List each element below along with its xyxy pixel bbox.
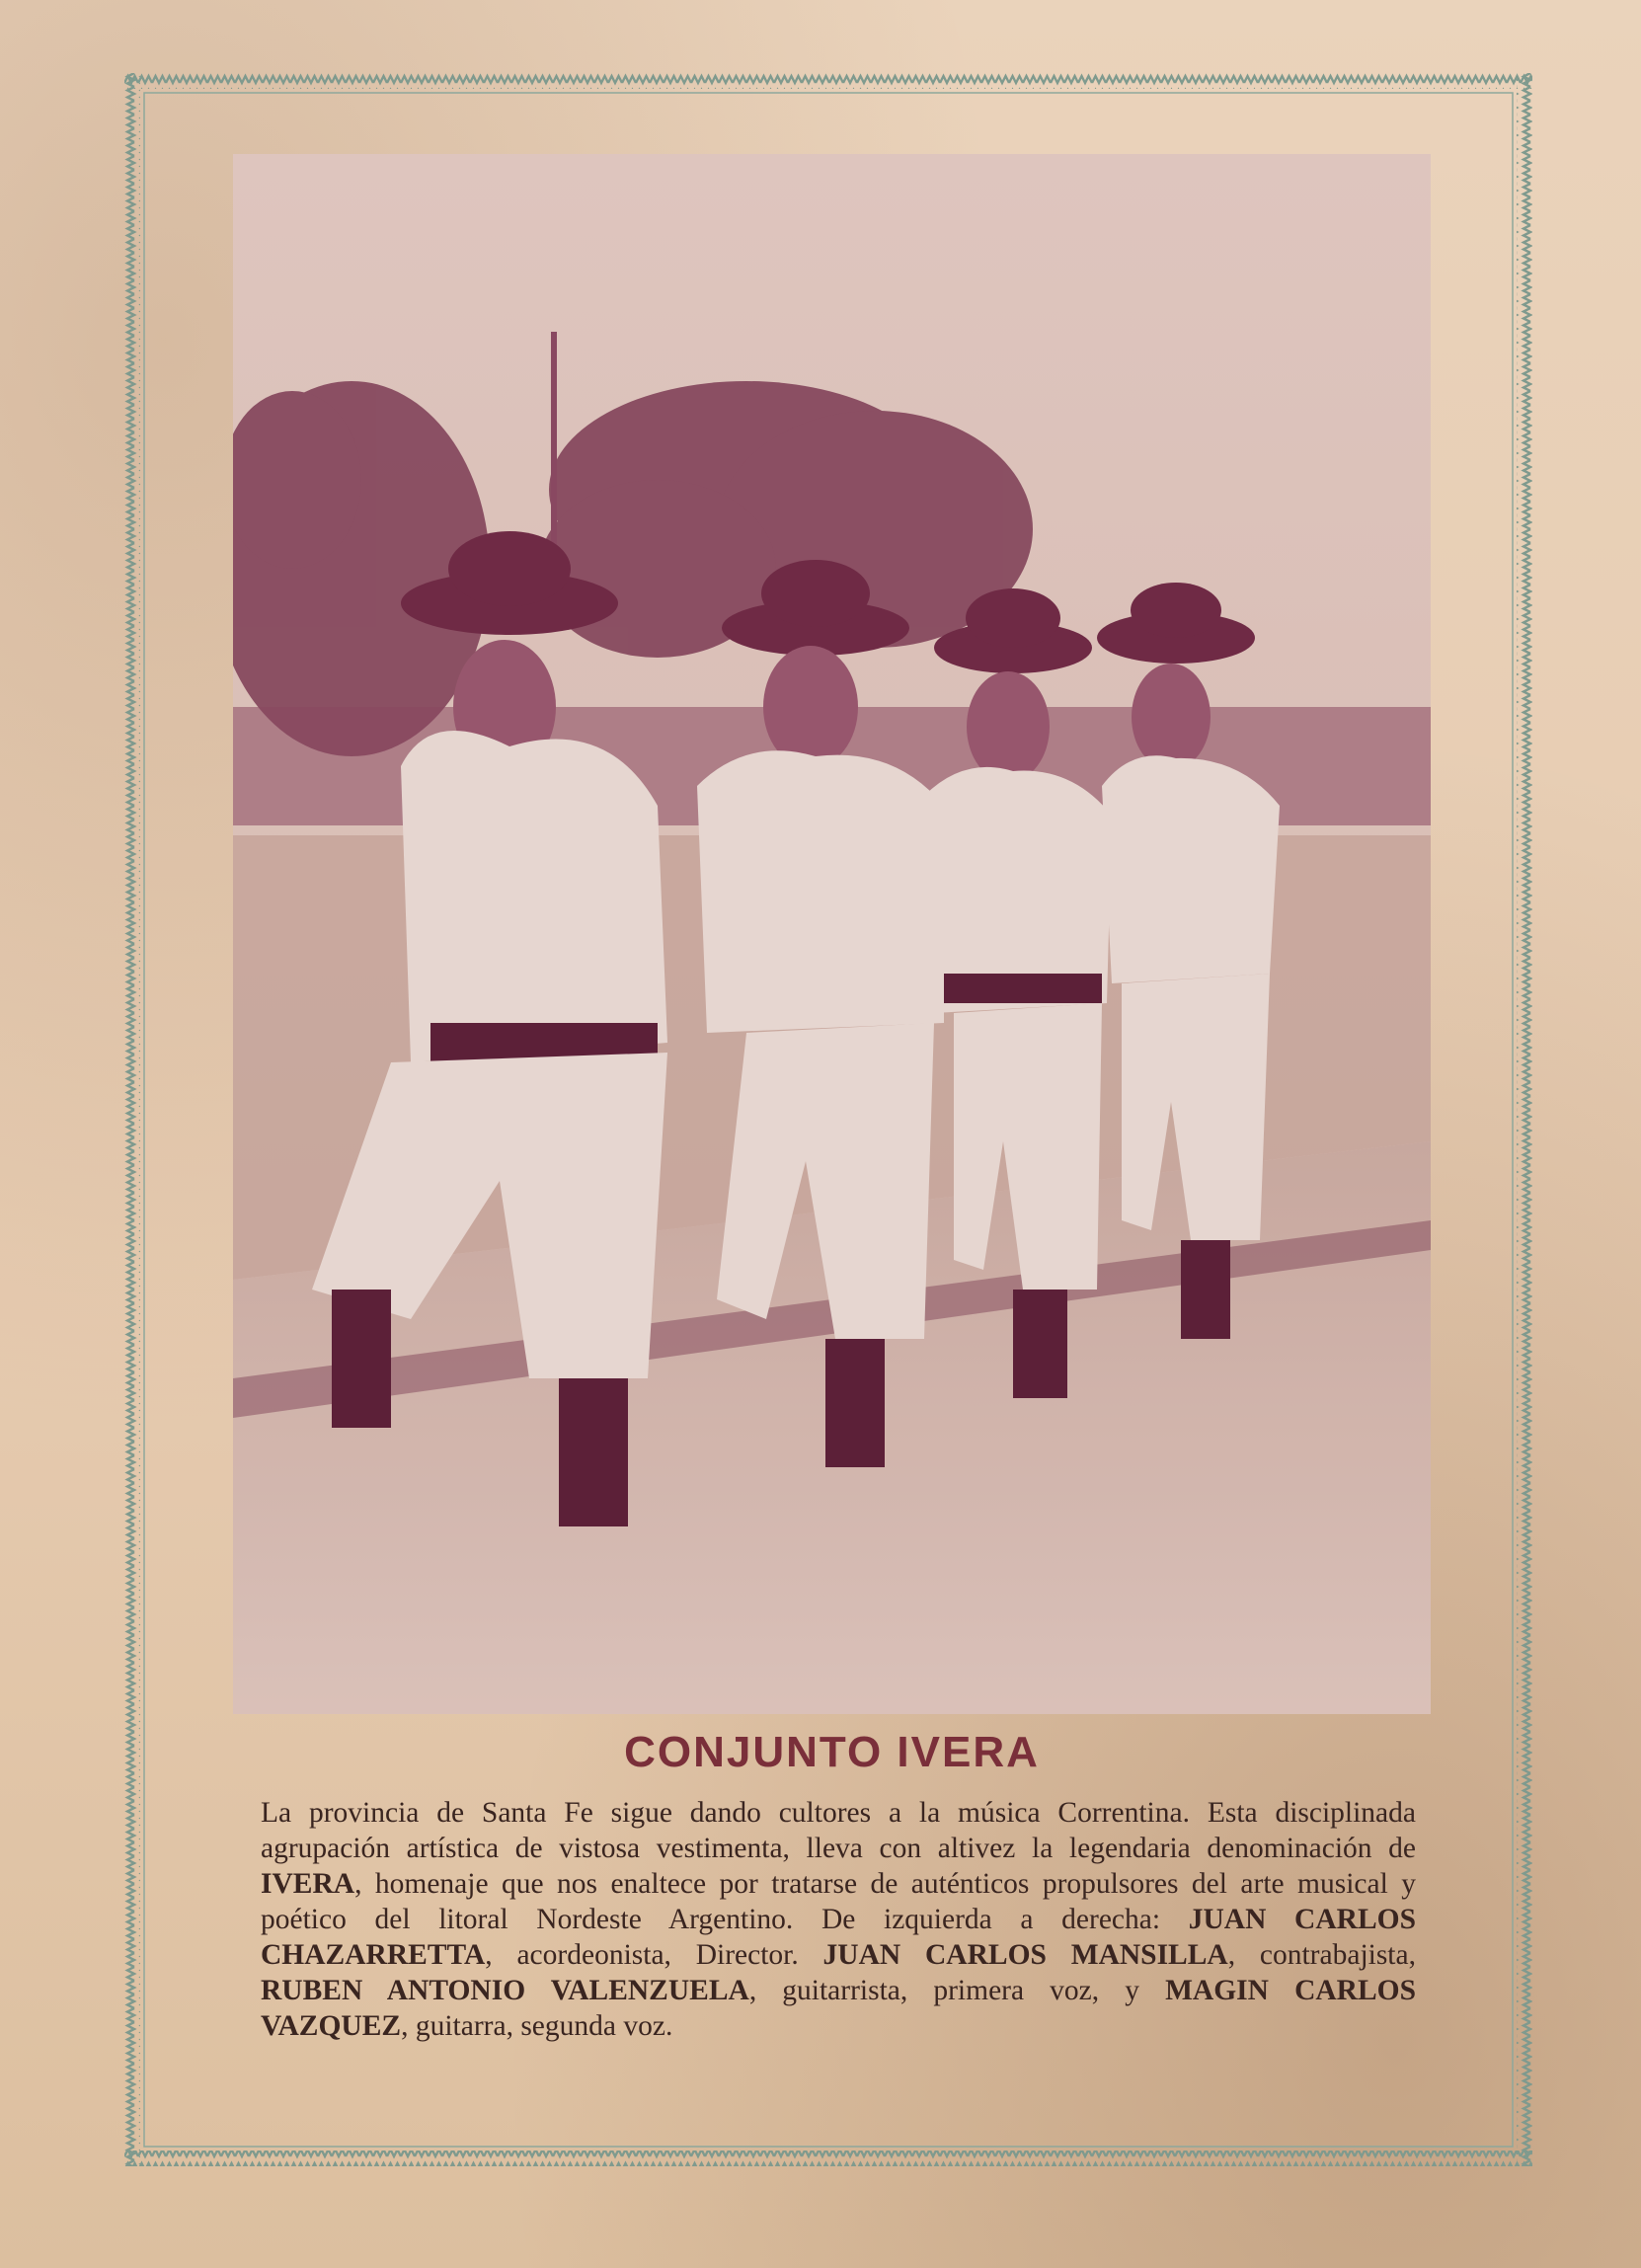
group-name: IVERA xyxy=(261,1868,355,1900)
caption-body xyxy=(261,1795,1416,2044)
member-role: , guitarra, segunda voz. xyxy=(401,2010,673,2042)
body-text: La provincia de Santa Fe sigue dando cultores a la música Correntina. Esta disciplinada agrupación artística de vistosa vestimenta, lleva con altivez la legendaria denominación de xyxy=(261,1797,1416,1864)
member-role: , acordeonista, Director. xyxy=(485,1939,823,1971)
member-name: JUAN CARLOS CHAZARRETTA xyxy=(261,1904,1416,1971)
caption-title: CONJUNTO IVERA xyxy=(624,1728,1040,1776)
member-name: MAGIN CARLOS VAZQUEZ xyxy=(261,1975,1417,2042)
group-photo xyxy=(233,154,1431,1714)
member-name: RUBEN ANTONIO VALENZUELA xyxy=(261,1975,749,2006)
body-text: , homenaje que nos enaltece por tratarse de auténticos propulsores del arte musical y poético del litoral Nordeste Argentino. De izquierda a derecha: xyxy=(261,1868,1416,1935)
member-name: JUAN CARLOS MANSILLA xyxy=(822,1939,1228,1971)
member-role: , contrabajista, xyxy=(1227,1939,1416,1971)
member-role: , guitarrista, primera voz, y xyxy=(748,1975,1166,2006)
